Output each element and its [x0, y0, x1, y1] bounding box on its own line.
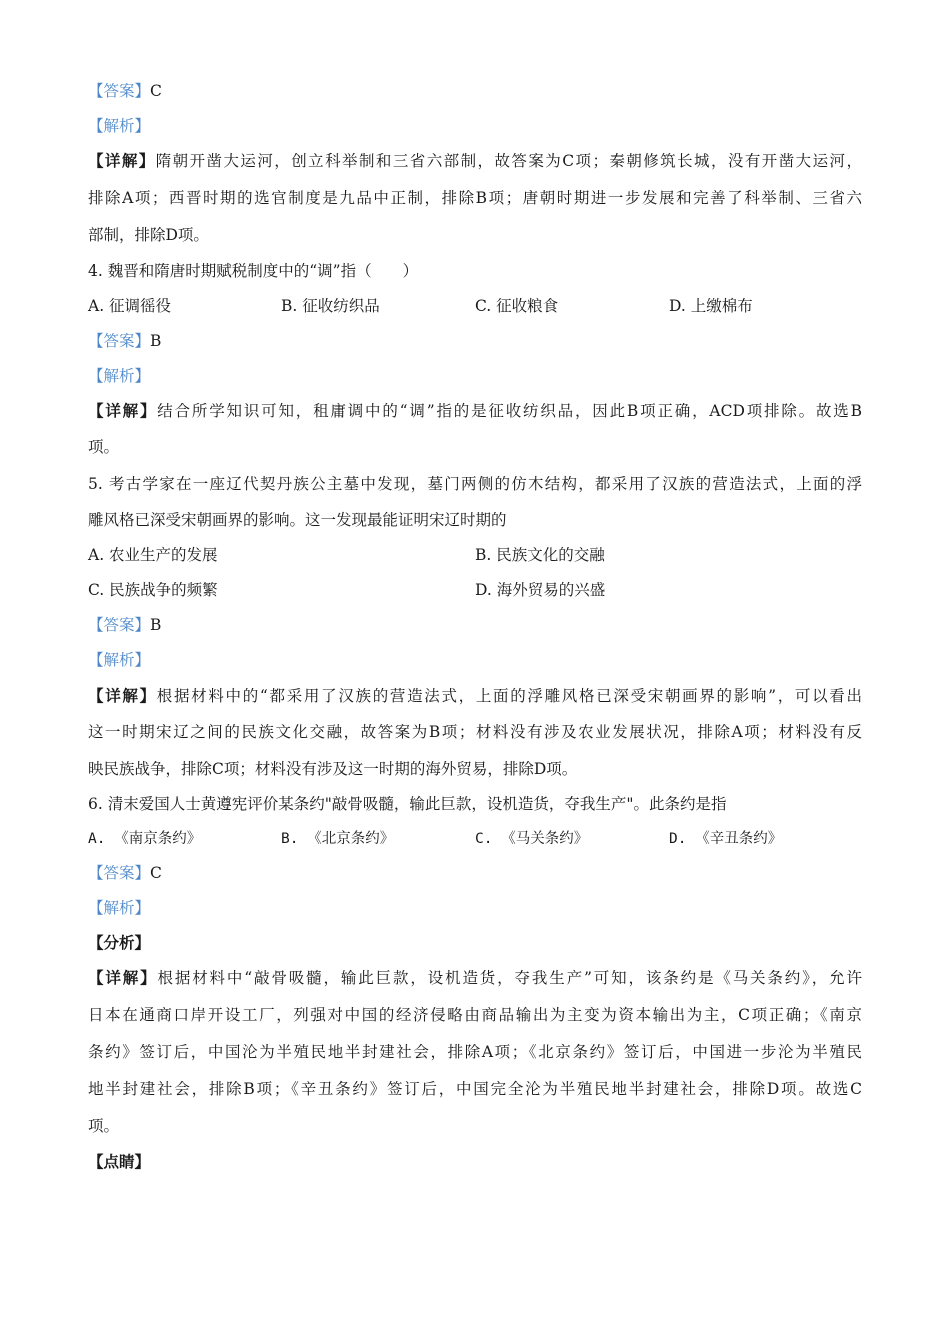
q3-analysis-line: [88, 116, 150, 136]
q6-option-d: D. 《辛丑条约》: [669, 831, 783, 847]
q5-detail-line-2: 这一时期宋辽之间的民族文化交融，故答案为B项；材料没有涉及农业发展状况，排除A项；材料没有反: [88, 723, 862, 741]
q6-option-b: B. 《北京条约》: [281, 831, 395, 847]
analysis-label: 【解析】: [88, 367, 151, 385]
q4-option-d: D. 上缴棉布: [669, 297, 753, 315]
q6-dianjing-line: [88, 1152, 150, 1172]
q5-answer-value: B: [150, 616, 162, 634]
q6-answer-line: [88, 863, 162, 883]
q6-option-c: C. 《马关条约》: [475, 831, 589, 847]
q4-option-b: B. 征收纺织品: [281, 297, 380, 315]
q5-option-d: D. 海外贸易的兴盛: [475, 581, 606, 599]
q6-detail-line-4: 地半封建社会，排除B项；《辛丑条约》签订后，中国完全沦为半殖民地半封建社会，排除D项。故选C: [88, 1080, 862, 1098]
detail-label: 【详解】: [88, 151, 156, 170]
fenxi-label: 【分析】: [88, 933, 151, 952]
q5-option-b: B. 民族文化的交融: [475, 546, 605, 564]
q3-detail-line-3: 部制，排除D项。: [88, 226, 209, 244]
q4-detail-line-2: 项。: [88, 438, 120, 456]
q6-analysis-line: [88, 898, 150, 918]
analysis-label: 【解析】: [88, 117, 151, 135]
answer-label: 【答案】: [88, 616, 151, 634]
q3-answer-value: C: [150, 82, 162, 100]
analysis-label: 【解析】: [88, 899, 151, 917]
q5-detail-line-1: 【详解】根据材料中的“都采用了汉族的营造法式，上面的浮雕风格已深受宋朝画界的影响”，可以看出: [88, 686, 862, 705]
q6-detail-line-2: 日本在通商口岸开设工厂，列强对中国的经济侵略由商品输出为主变为资本输出为主，C项正确；《南京: [88, 1006, 862, 1024]
q5-stem-line-2: 雕风格已深受宋朝画界的影响。这一发现最能证明宋辽时期的: [88, 511, 507, 529]
q6-detail-line-1: 【详解】根据材料中“敲骨吸髓，输此巨款，设机造货，夺我生产”可知，该条约是《马关条约》，允许: [88, 968, 862, 987]
q5-option-c: C. 民族战争的频繁: [88, 581, 218, 599]
q3-answer-line: [88, 81, 162, 101]
q6-option-a: A. 《南京条约》: [88, 831, 202, 847]
detail-label: 【详解】: [88, 968, 158, 987]
q5-analysis-line: [88, 650, 150, 670]
answer-label: 【答案】: [88, 864, 151, 882]
q5-answer-line: [88, 615, 161, 635]
q4-stem: 4. 魏晋和隋唐时期赋税制度中的“调”指（ ）: [88, 262, 419, 280]
q6-fenxi-line: [88, 933, 150, 953]
q4-detail-line-1: 【详解】结合所学知识可知，租庸调中的“调”指的是征收纺织品，因此B项正确，ACD项排除。故选B: [88, 401, 862, 420]
q3-detail-line-1: 【详解】隋朝开凿大运河，创立科举制和三省六部制，故答案为C项；秦朝修筑长城，没有开凿大运河，: [88, 151, 862, 170]
q6-detail-line-3: 条约》签订后，中国沦为半殖民地半封建社会，排除A项；《北京条约》签订后，中国进一步沦为半殖民: [88, 1043, 862, 1061]
detail-label: 【详解】: [88, 686, 157, 705]
analysis-label: 【解析】: [88, 651, 151, 669]
answer-label: 【答案】: [88, 82, 151, 100]
detail-label: 【详解】: [88, 401, 158, 420]
q6-detail-line-5: 项。: [88, 1117, 120, 1135]
q4-option-c: C. 征收粮食: [475, 297, 559, 315]
q4-answer-line: [88, 331, 161, 351]
q5-option-a: A. 农业生产的发展: [88, 546, 218, 564]
q3-detail-line-2: 排除A项；西晋时期的选官制度是九品中正制，排除B项；唐朝时期进一步发展和完善了科举制、三省六: [88, 189, 862, 207]
q5-stem-line-1: 5. 考古学家在一座辽代契丹族公主墓中发现，墓门两侧的仿木结构，都采用了汉族的营造法式，上面的浮: [88, 475, 862, 493]
answer-label: 【答案】: [88, 332, 151, 350]
q4-option-a: A. 征调徭役: [88, 297, 172, 315]
q5-detail-line-3: 映民族战争，排除C项；材料没有涉及这一时期的海外贸易，排除D项。: [88, 760, 578, 778]
q4-analysis-line: [88, 366, 150, 386]
q6-answer-value: C: [150, 864, 162, 882]
q4-answer-value: B: [150, 332, 162, 350]
dianjing-label: 【点睛】: [88, 1152, 151, 1171]
q6-stem: 6. 清末爱国人士黄遵宪评价某条约"敲骨吸髓，输此巨款，设机造货，夺我生产"。此条约是指: [88, 795, 727, 813]
